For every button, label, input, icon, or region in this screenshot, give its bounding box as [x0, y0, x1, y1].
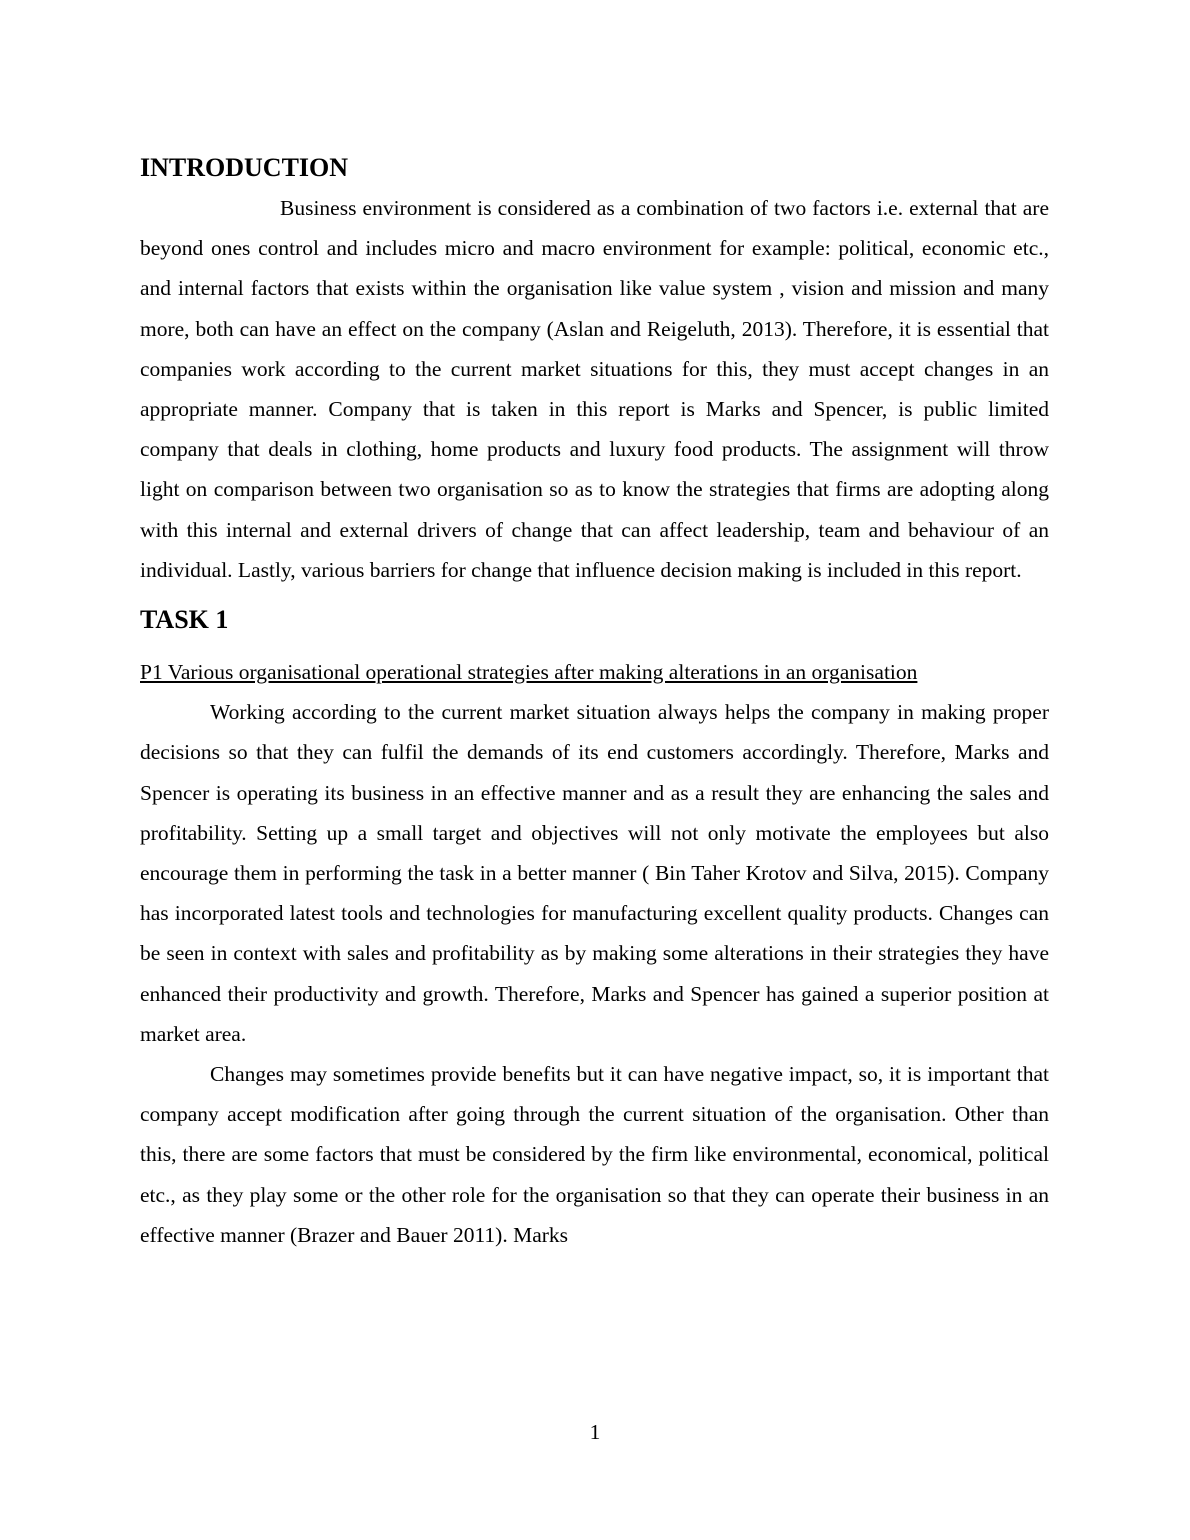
introduction-paragraph: Business environment is considered as a combination of two factors i.e. external that are beyond ones control and includes micro and macro environment for example: political, economic etc., and internal factors that exists within the organisation like value system , vision and mission and many more, both can have an effect on the company (Aslan and Reigeluth, 2013). Therefore, it is essential that companies work according to the current market situations for this, they must accept changes in an appropriate manner. Company that is taken in this report is Marks and Spencer, is public limited company that deals in clothing, home products and luxury food products. The assignment will throw light on comparison between two organisation so as to know the strategies that firms are adopting along with this internal and external drivers of change that can affect leadership, team and behaviour of an individual. Lastly, various barriers for change that influence decision making is included in this report.: [140, 196, 1049, 582]
page-number: 1: [589, 1420, 601, 1444]
page-content: [140, 150, 1049, 1255]
introduction-heading: INTRODUCTION: [140, 153, 349, 182]
task-1-heading: TASK 1: [140, 605, 229, 635]
task-1-paragraph-1: Working according to the current market situation always helps the company in making proper decisions so that they can fulfil the demands of its end customers accordingly. Therefore, Marks and Spencer is operating its business in an effective manner and as a result they are enhancing the sales and profitability. Setting up a small target and objectives will not only motivate the employees but also encourage them in performing the task in a better manner ( Bin Taher Krotov and Silva, 2015). Company has incorporated latest tools and technologies for manufacturing excellent quality products. Changes can be seen in context with sales and profitability as by making some alterations in their strategies they have enhanced their productivity and growth. Therefore, Marks and Spencer has gained a superior position at market area.: [140, 700, 1049, 1046]
task-1-paragraph-2: Changes may sometimes provide benefits but it can have negative impact, so, it is important that company accept modification after going through the current situation of the organisation. Other than this, there are some factors that must be considered by the firm like environmental, economical, political etc., as they play some or the other role for the organisation so that they can operate their business in an effective manner (Brazer and Bauer 2011). Marks: [140, 1062, 1049, 1247]
p1-subheading: P1 Various organisational operational strategies after making alterations in an organisation: [140, 660, 918, 685]
